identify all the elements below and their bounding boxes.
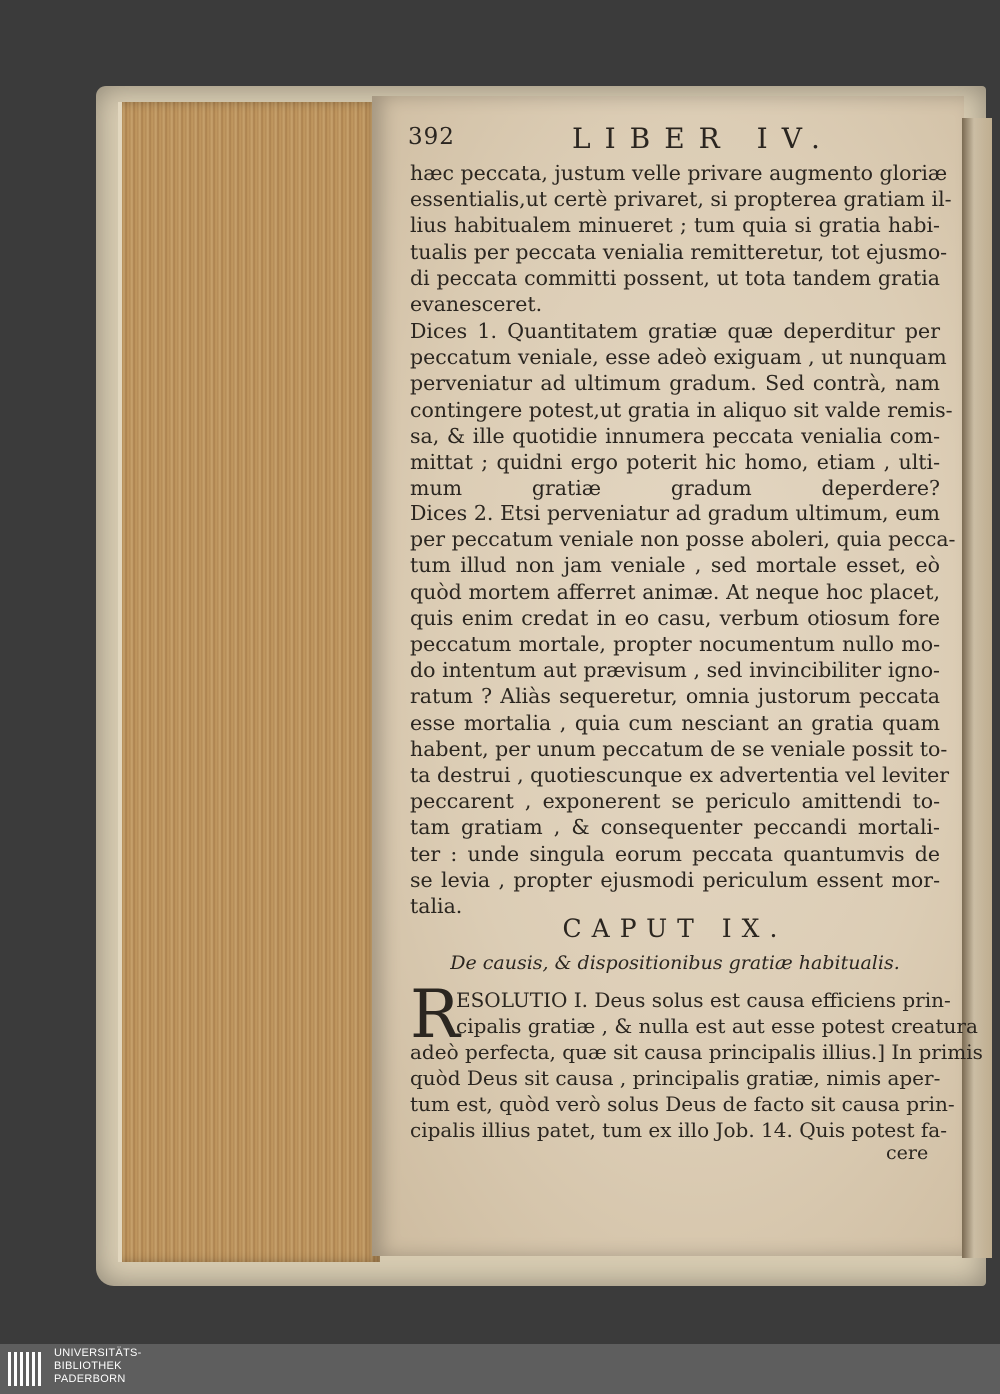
text-line: di peccata committi possent, ut tota tandem gratia bbox=[410, 265, 940, 290]
running-header bbox=[408, 124, 958, 160]
library-logo-icon bbox=[6, 1348, 46, 1390]
library-name-line-1: UNIVERSITÄTS- bbox=[54, 1347, 142, 1359]
text-line: tum est, quòd verò solus Deus de facto sit causa prin- bbox=[410, 1092, 955, 1116]
library-name-line-3: PADERBORN bbox=[54, 1373, 126, 1385]
text-line: per peccatum veniale non posse aboleri, quia pecca- bbox=[410, 527, 956, 552]
footer-bar bbox=[0, 1344, 1000, 1394]
text-line: tum illud non jam veniale , sed mortale esset, eò bbox=[410, 553, 940, 578]
text-line: sa, & ille quotidie innumera peccata venialia com- bbox=[410, 423, 940, 448]
chapter-subtitle: De causis, & dispositionibus gratiæ habitualis. bbox=[450, 952, 900, 974]
text-line: tam gratiam , & consequenter peccandi mortali- bbox=[410, 815, 940, 840]
page-fold bbox=[962, 118, 992, 1258]
text-line: ESOLUTIO I. Deus solus est causa efficiens prin- bbox=[456, 988, 951, 1012]
text-line: ta destrui , quotiescunque ex advertentia vel leviter bbox=[410, 763, 950, 788]
text-line: cipalis gratiæ , & nulla est aut esse potest creatura bbox=[456, 1014, 978, 1038]
text-line: habent, per unum peccatum de se veniale possit to- bbox=[410, 736, 948, 761]
text-line: Dices 2. Etsi perveniatur ad gradum ultimum, eum bbox=[410, 501, 940, 525]
text-line: cipalis illius patet, tum ex illo Job. 14. Quis potest fa- bbox=[410, 1118, 947, 1142]
text-line: hæc peccata, justum velle privare augmento gloriæ bbox=[410, 161, 948, 185]
library-name-line-2: BIBLIOTHEK bbox=[54, 1360, 122, 1372]
text-line: ratum ? Aliàs sequeretur, omnia justorum peccata bbox=[410, 684, 940, 709]
page-edges bbox=[118, 102, 380, 1262]
text-line: tualis per peccata venialia remitteretur, tot ejusmo- bbox=[410, 239, 948, 264]
chapter-title: CAPUT IX. bbox=[562, 914, 788, 943]
text-line: se levia , propter ejusmodi periculum essent mor- bbox=[410, 867, 940, 892]
paragraph-2 bbox=[410, 318, 953, 501]
text-line: quòd Deus sit causa , principalis gratiæ, nimis aper- bbox=[410, 1066, 941, 1090]
text-line: perveniatur ad ultimum gradum. Sed contrà, nam bbox=[410, 371, 940, 396]
text-line: contingere potest,ut gratia in aliquo sit valde remis- bbox=[410, 397, 953, 422]
text-line: evanesceret. bbox=[410, 292, 543, 317]
text-line: ter : unde singula eorum peccata quantumvis de bbox=[410, 841, 940, 866]
text-line: adeò perfecta, quæ sit causa principalis illius.] In primis bbox=[410, 1040, 983, 1064]
text-line: quis enim credat in eo casu, verbum otiosum fore bbox=[410, 605, 940, 630]
catchword: cere bbox=[886, 1142, 929, 1164]
text-line: quòd mortem afferret animæ. At neque hoc placet, bbox=[410, 579, 940, 604]
text-line: peccatum mortale, propter nocumentum nullo mo- bbox=[410, 632, 940, 657]
text-line: mittat ; quidni ergo poterit hic homo, etiam , ulti- bbox=[410, 450, 940, 475]
paragraph-3 bbox=[410, 500, 956, 919]
text-line: peccatum veniale, esse adeò exiguam , ut nunquam bbox=[410, 345, 947, 370]
paragraph-1 bbox=[410, 160, 952, 317]
text-line: esse mortalia , quia cum nesciant an gratia quam bbox=[410, 710, 940, 735]
text-line: essentialis,ut certè privaret, si propterea gratiam il- bbox=[410, 187, 952, 212]
page-number: 392 bbox=[408, 124, 455, 150]
text-line: talia. bbox=[410, 894, 463, 919]
drop-capital: R bbox=[410, 976, 460, 1053]
running-title: LIBER IV. bbox=[572, 122, 834, 155]
text-line: peccarent , exponerent se periculo amittendi to- bbox=[410, 789, 940, 814]
text-line: Dices 1. Quantitatem gratiæ quæ deperditur per bbox=[410, 319, 940, 343]
text-line: do intentum aut prævisum , sed invincibiliter igno- bbox=[410, 658, 940, 683]
text-line: mum gratiæ gradum deperdere? bbox=[410, 476, 940, 501]
text-line: lius habitualem minueret ; tum quia si gratia habi- bbox=[410, 213, 940, 238]
